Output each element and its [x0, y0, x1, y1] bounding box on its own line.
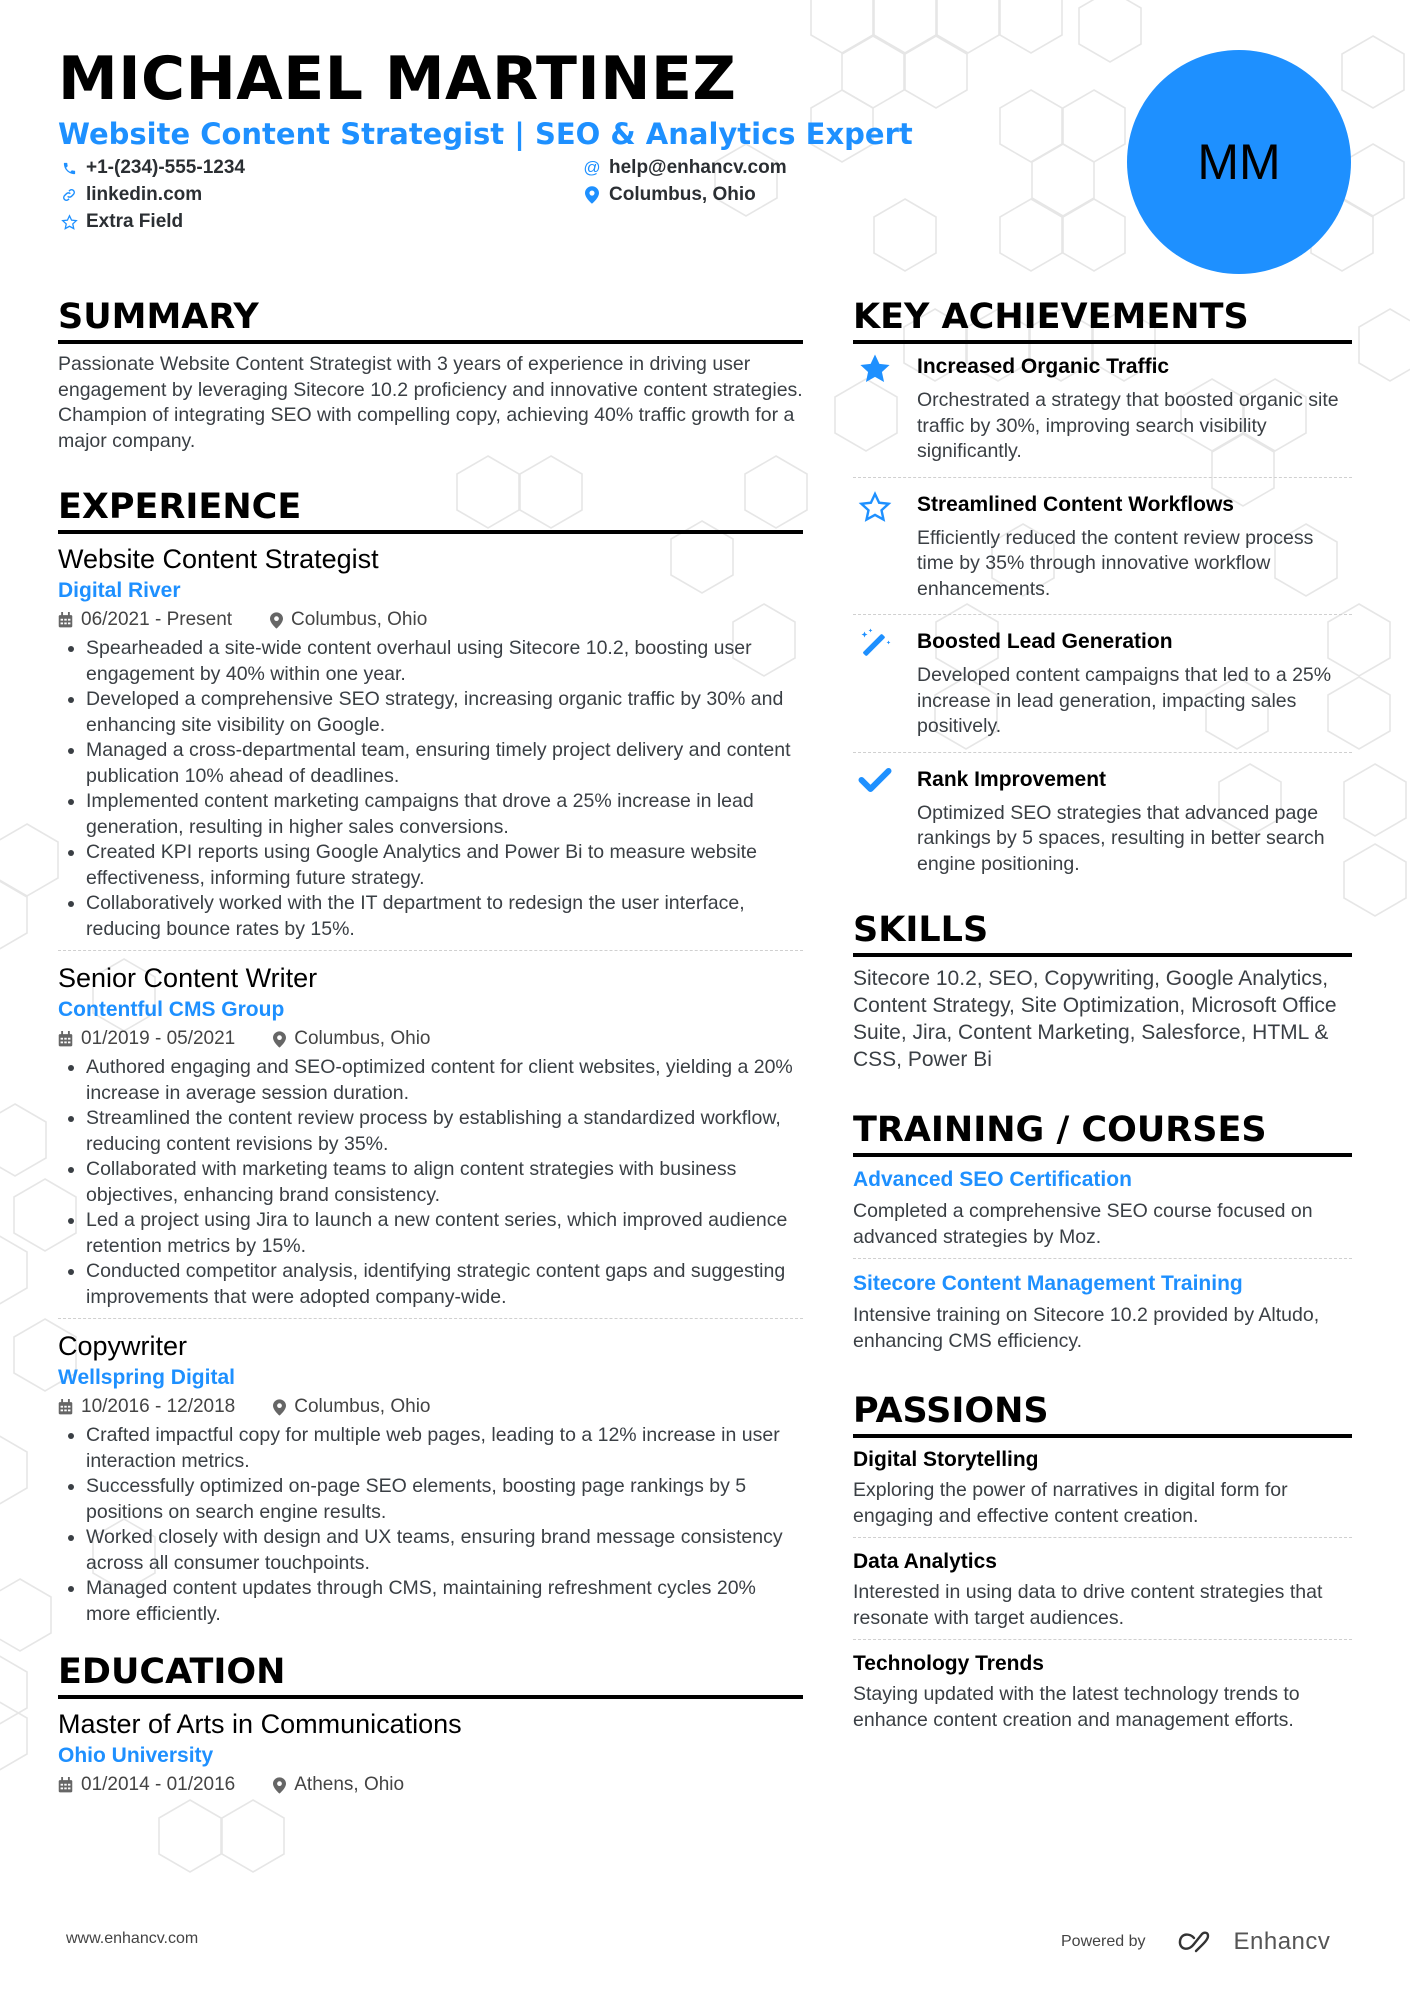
section-divider	[58, 530, 803, 534]
bullet-item: • Led a project using Jira to launch a new content series, which improved audience retention metrics by 15%.	[86, 1208, 803, 1259]
bullet-item: • Managed a cross-departmental team, ensuring timely project delivery and content publication 10% ahead of deadlines.	[86, 738, 803, 789]
bullet-item: • Implemented content marketing campaigns that drove a 25% increase in lead generation, resulting in higher sales conversions.	[86, 789, 803, 840]
map-pin-icon	[583, 186, 601, 204]
achievement-text: Optimized SEO strategies that advanced page rankings by 5 spaces, resulting in better search engine positioning.	[917, 801, 1325, 875]
section-title-passions: PASSIONS	[853, 1391, 1049, 1431]
job-bullets	[58, 1423, 803, 1627]
passion-title: Technology Trends	[853, 1652, 1044, 1675]
avatar-initials	[1127, 50, 1351, 274]
contact-email[interactable]	[583, 155, 787, 181]
course-title[interactable]: Sitecore Content Management Training	[853, 1272, 1243, 1295]
company-name[interactable]: Digital River	[58, 579, 181, 602]
entry-divider	[853, 1639, 1352, 1640]
bullet-item: • Conducted competitor analysis, identifying strategic content gaps and suggesting improvements that were adopted company-wide.	[86, 1259, 803, 1310]
entry-divider	[58, 1318, 803, 1319]
achievement-item	[853, 344, 1352, 471]
course-item	[853, 1165, 1352, 1250]
section-title-skills: SKILLS	[853, 910, 989, 950]
job-dates: 06/2021 - Present	[81, 609, 233, 630]
contact-extra-field	[60, 209, 183, 235]
job-title: Website Content Strategist	[58, 544, 379, 574]
brand-name: Enhancv	[1233, 1928, 1331, 1955]
course-text: Completed a comprehensive SEO course focused on advanced strategies by Moz.	[853, 1200, 1313, 1248]
achievements-section	[853, 290, 1352, 883]
calendar-icon	[58, 1399, 73, 1415]
achievement-item	[853, 757, 1352, 884]
achievement-text: Efficiently reduced the content review process time by 35% through innovative workflow enhancements.	[917, 526, 1314, 600]
section-title-education: EDUCATION	[58, 1652, 286, 1692]
section-title-experience: EXPERIENCE	[58, 487, 302, 527]
education-section	[58, 1645, 803, 1799]
calendar-icon	[58, 1031, 73, 1047]
entry-divider	[853, 1258, 1352, 1259]
education-location: Athens, Ohio	[294, 1774, 405, 1795]
section-divider	[853, 953, 1352, 957]
course-item	[853, 1269, 1352, 1354]
phone-text: +1-(234)-555-1234	[86, 157, 245, 178]
section-title-key-achievements: KEY ACHIEVEMENTS	[853, 297, 1249, 337]
map-pin-icon	[270, 612, 283, 629]
left-column	[58, 290, 803, 1799]
bullet-item: • Collaboratively worked with the IT department to redesign the user interface, reducing bounce rates by 15%.	[86, 891, 803, 942]
entry-divider	[853, 752, 1352, 753]
job-dates: 01/2019 - 05/2021	[81, 1028, 236, 1049]
section-divider	[853, 1434, 1352, 1438]
entry-divider	[58, 950, 803, 951]
job-meta	[58, 1393, 803, 1421]
experience-entry	[58, 1329, 803, 1627]
bullet-item: • Created KPI reports using Google Analytics and Power Bi to measure website effectiveness, informing future strategy.	[86, 840, 803, 891]
bullet-item: • Authored engaging and SEO-optimized content for client websites, yielding a 20% increase in average session duration.	[86, 1055, 803, 1106]
school-name[interactable]: Ohio University	[58, 1744, 214, 1767]
extra-field-text: Extra Field	[86, 211, 184, 232]
entry-divider	[853, 1537, 1352, 1538]
passion-title: Data Analytics	[853, 1550, 997, 1573]
passion-item	[853, 1548, 1352, 1631]
training-section	[853, 1103, 1352, 1354]
achievement-title: Rank Improvement	[917, 767, 1107, 791]
skills-section	[853, 903, 1352, 1073]
contact-phone[interactable]	[60, 155, 245, 181]
location-text: Columbus, Ohio	[609, 184, 756, 205]
section-title-training: TRAINING / COURSES	[853, 1110, 1267, 1150]
map-pin-icon	[273, 1777, 286, 1794]
experience-section	[58, 480, 803, 1627]
degree-title: Master of Arts in Communications	[58, 1709, 462, 1739]
passions-section	[853, 1384, 1352, 1733]
passion-item	[853, 1446, 1352, 1529]
enhancv-logo-icon	[1176, 1930, 1222, 1954]
candidate-title: Website Content Strategist | SEO & Analytics Expert	[58, 117, 913, 151]
achievement-text: Developed content campaigns that led to a 25% increase in lead generation, impacting sales positively.	[917, 664, 1332, 737]
course-text: Intensive training on Sitecore 10.2 provided by Altudo, enhancing CMS efficiency.	[853, 1304, 1320, 1352]
at-sign-icon: @	[583, 158, 601, 177]
education-meta	[58, 1771, 803, 1799]
job-bullets	[58, 636, 803, 942]
entry-divider	[853, 614, 1352, 615]
contact-linkedin[interactable]	[60, 182, 202, 208]
calendar-icon	[58, 1777, 73, 1793]
checkmark-icon	[853, 765, 917, 878]
job-bullets	[58, 1055, 803, 1310]
powered-by-text: Powered by	[1061, 1933, 1146, 1950]
bullet-item: • Crafted impactful copy for multiple web pages, leading to a 12% increase in user interaction metrics.	[86, 1423, 803, 1474]
bullet-item: • Successfully optimized on-page SEO elements, boosting page rankings by 5 positions on search engine results.	[86, 1474, 803, 1525]
passion-item	[853, 1650, 1352, 1733]
linkedin-text: linkedin.com	[86, 184, 203, 205]
right-column	[853, 290, 1352, 1733]
star-outline-icon	[853, 490, 917, 603]
skills-list: Sitecore 10.2, SEO, Copywriting, Google Analytics, Content Strategy, Site Optimization, Microsoft Office Suite, Jira, Content Marketing, Salesforce, HTML & CSS, Power Bi	[853, 967, 1337, 1071]
achievement-title: Boosted Lead Generation	[917, 630, 1173, 653]
entry-divider	[853, 477, 1352, 478]
experience-entry	[58, 961, 803, 1310]
summary-text: Passionate Website Content Strategist with 3 years of experience in driving user engagement by leveraging Sitecore 10.2 proficiency and innovative content strategies. Champion of integrating SEO with compelling copy, achieving 40% traffic growth for a major company.	[58, 353, 803, 452]
achievement-title: Increased Organic Traffic	[917, 355, 1170, 378]
experience-entry	[58, 542, 803, 942]
bullet-item: • Spearheaded a site-wide content overhaul using Sitecore 10.2, boosting user engagement by 40% within one year.	[86, 636, 803, 687]
section-title-summary: SUMMARY	[58, 297, 259, 337]
phone-icon	[60, 161, 78, 176]
footer-powered-by	[1061, 1928, 1330, 1956]
section-divider	[853, 1153, 1352, 1157]
course-title[interactable]: Advanced SEO Certification	[853, 1168, 1132, 1191]
passion-text: Staying updated with the latest technology trends to enhance content creation and management efforts.	[853, 1683, 1300, 1731]
link-icon	[60, 187, 78, 203]
summary-section	[58, 290, 803, 454]
map-pin-icon	[273, 1031, 286, 1048]
bullet-item: • Developed a comprehensive SEO strategy, increasing organic traffic by 30% and enhancing site visibility on Google.	[86, 687, 803, 738]
job-dates: 10/2016 - 12/2018	[81, 1396, 236, 1417]
achievement-title: Streamlined Content Workflows	[917, 492, 1234, 516]
email-text: help@enhancv.com	[609, 157, 787, 178]
job-location: Columbus, Ohio	[294, 1396, 431, 1417]
map-pin-icon	[273, 1399, 286, 1416]
section-divider	[58, 340, 803, 344]
job-location: Columbus, Ohio	[294, 1028, 431, 1049]
initials-text: MM	[1197, 134, 1281, 190]
bullet-item: • Worked closely with design and UX teams, ensuring brand message consistency across all consumer touchpoints.	[86, 1525, 803, 1576]
passion-text: Interested in using data to drive content strategies that resonate with target audiences.	[853, 1581, 1323, 1629]
job-title: Copywriter	[58, 1331, 188, 1361]
passion-title: Digital Storytelling	[853, 1448, 1039, 1471]
company-name[interactable]: Wellspring Digital	[58, 1366, 235, 1389]
passion-text: Exploring the power of narratives in digital form for engaging and effective content creation.	[853, 1479, 1288, 1527]
achievement-item	[853, 482, 1352, 609]
job-meta	[58, 1025, 803, 1053]
bullet-item: • Streamlined the content review process by establishing a standardized workflow, reducing content revisions by 35%.	[86, 1106, 803, 1157]
bullet-item: • Managed content updates through CMS, maintaining refreshment cycles 20% more efficiently.	[86, 1576, 803, 1627]
magic-wand-icon	[853, 627, 917, 740]
achievement-text: Orchestrated a strategy that boosted organic site traffic by 30%, improving search visibility significantly.	[917, 389, 1339, 462]
job-title: Senior Content Writer	[58, 963, 318, 993]
calendar-icon	[58, 612, 73, 628]
company-name[interactable]: Contentful CMS Group	[58, 998, 285, 1021]
section-divider	[58, 1695, 803, 1699]
achievement-item	[853, 619, 1352, 746]
candidate-name: MICHAEL MARTINEZ	[58, 44, 737, 114]
job-meta	[58, 606, 803, 634]
star-filled-icon	[853, 352, 917, 465]
education-dates: 01/2014 - 01/2016	[81, 1774, 236, 1795]
contact-location	[583, 182, 756, 208]
bullet-item: • Collaborated with marketing teams to align content strategies with business objectives, enhancing brand consistency.	[86, 1157, 803, 1208]
enhancv-logo[interactable]	[1176, 1928, 1331, 1956]
footer-website-link[interactable]: www.enhancv.com	[66, 1930, 199, 1947]
job-location: Columbus, Ohio	[291, 609, 428, 630]
star-outline-icon	[60, 214, 78, 231]
